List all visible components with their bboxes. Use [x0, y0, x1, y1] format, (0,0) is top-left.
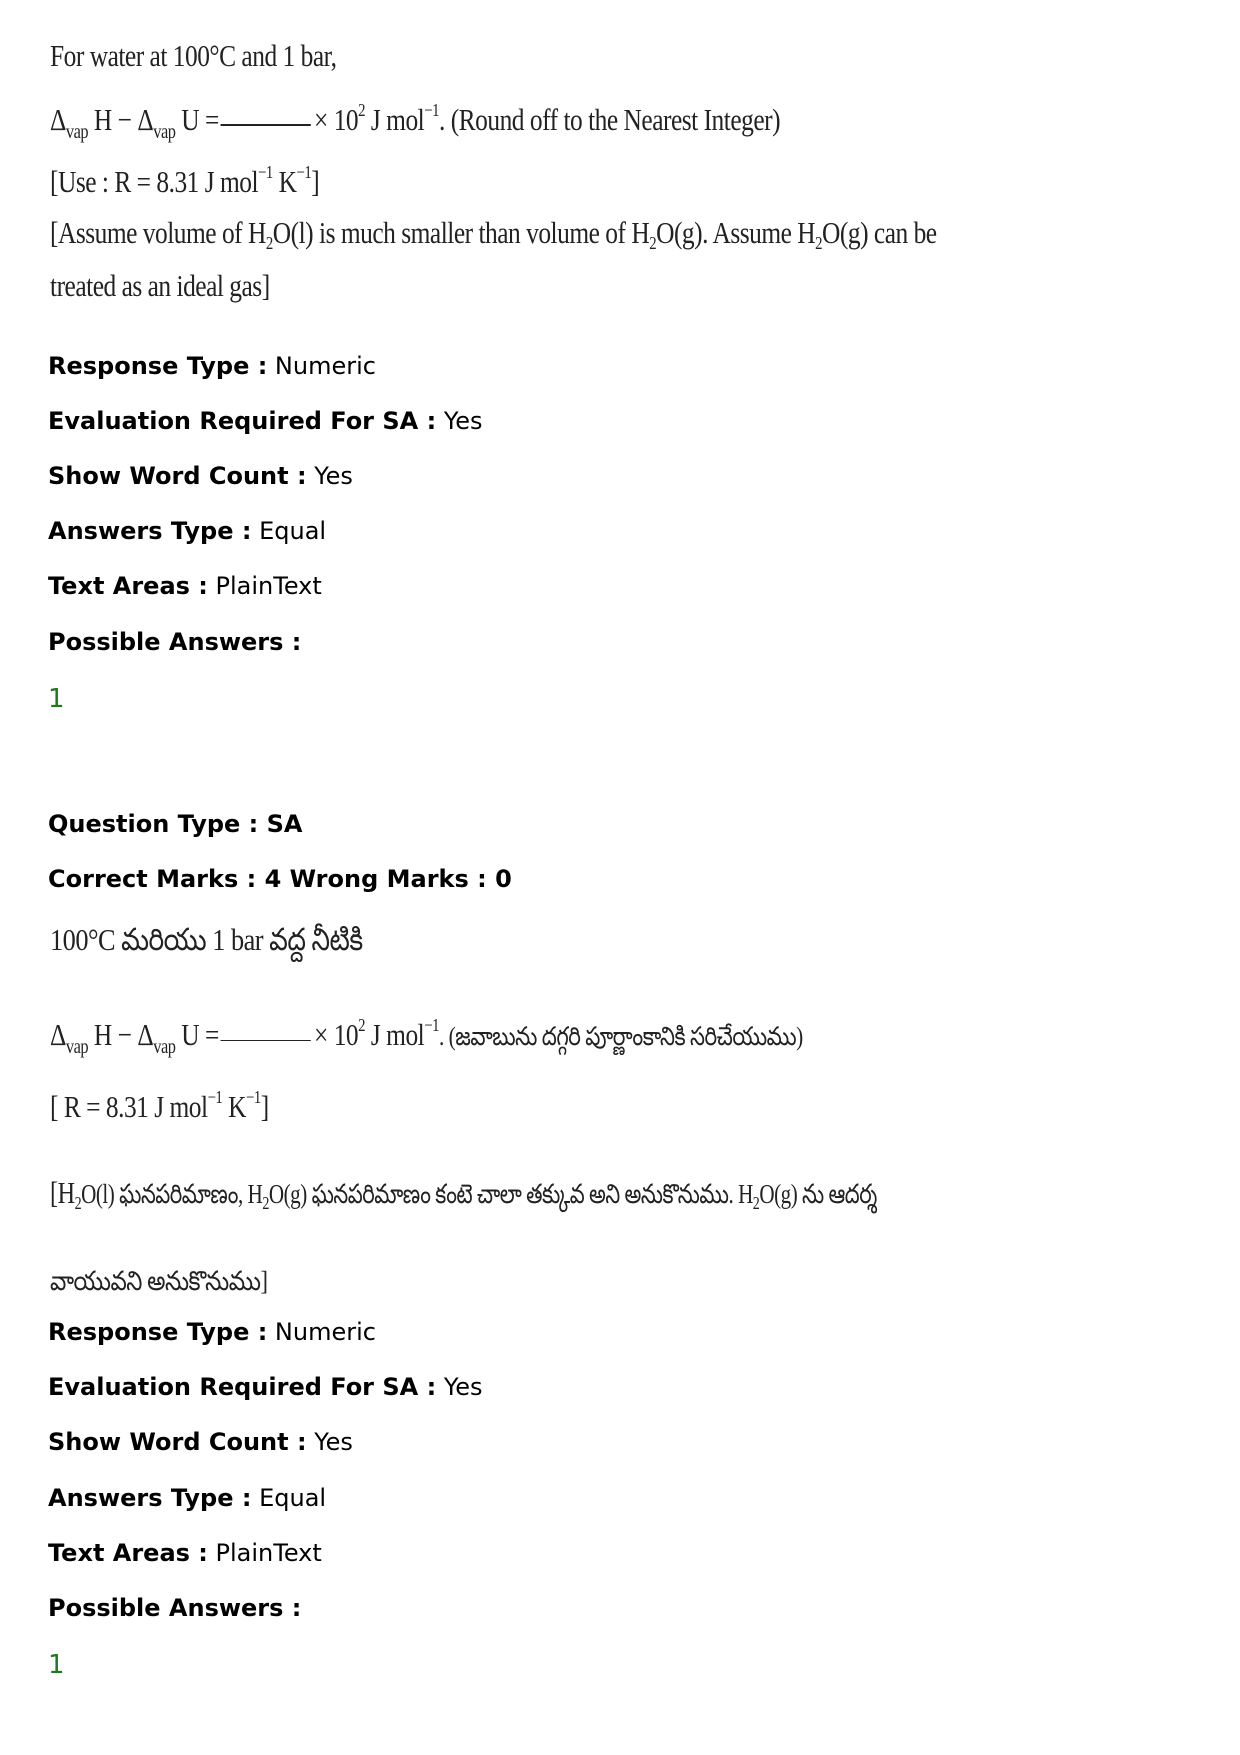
q2-question-type: Question Type : SA [48, 810, 303, 838]
q2-response-type: Response Type : Numeric [48, 1318, 376, 1346]
q1-evaluation-required: Evaluation Required For SA : Yes [48, 407, 483, 435]
answer-blank [221, 124, 311, 126]
q2-answers-type: Answers Type : Equal [48, 1484, 327, 1512]
q2-equation: $\Delta_{vap}$ $H - \Delta_{vap}$ U = × $10^2$ J mol$^{-1}$. (జవాబును దగ్గరి పూర్ణాంకానికి సరిచేయుము) [50, 1015, 803, 1058]
q1-text-areas: Text Areas : PlainText [48, 572, 322, 600]
q1-assumption-line1: [Assume volume of $H_2O(l)$ is much smaller than volume of $H_2O(g)$. Assume $H_2O(g)$ can be [50, 215, 937, 253]
q1-answers-type: Answers Type : Equal [48, 517, 327, 545]
q1-show-word-count: Show Word Count : Yes [48, 462, 353, 490]
q1-possible-answers: Possible Answers : [48, 628, 302, 656]
q1-answer-value: 1 [48, 684, 65, 714]
q2-answer-value: 1 [48, 1650, 65, 1680]
q2-text-areas: Text Areas : PlainText [48, 1539, 322, 1567]
q1-intro-line: For water at 100°C and 1 bar, [50, 38, 337, 73]
q2-show-word-count: Show Word Count : Yes [48, 1428, 353, 1456]
q1-assumption-line2: treated as an ideal gas] [50, 268, 270, 303]
q1-use-constant: [Use : R = 8.31 J mol$^{-1}$ $K^{-1}$] [50, 162, 320, 199]
q1-equation: $\Delta_{vap}$ $H - \Delta_{vap}$ U = × $10^2$ J mol$^{-1}$. (Round off to the Nearest Integer) [50, 100, 781, 143]
q2-assumption-line1: [$H_2O(l)$ ఘనపరిమాణం, $H_2O(g)$ ఘనపరిమాణం కంటె చాలా తక్కువ అని అనుకొనుము. $H_2O(g)$ ను ఆదర్శ [50, 1175, 877, 1213]
q2-assumption-line2: వాయువని అనుకొనుము] [50, 1266, 268, 1296]
q2-marks: Correct Marks : 4 Wrong Marks : 0 [48, 865, 512, 893]
q1-response-type: Response Type : Numeric [48, 352, 376, 380]
q2-evaluation-required: Evaluation Required For SA : Yes [48, 1373, 483, 1401]
q2-intro-line: 100°C మరియు 1 bar వద్ద నీటికి [50, 922, 363, 957]
q2-r-constant: [ R = 8.31 J mol$^{-1}$ $K^{-1}$] [50, 1087, 269, 1124]
q2-possible-answers: Possible Answers : [48, 1594, 302, 1622]
answer-blank [221, 1040, 311, 1041]
